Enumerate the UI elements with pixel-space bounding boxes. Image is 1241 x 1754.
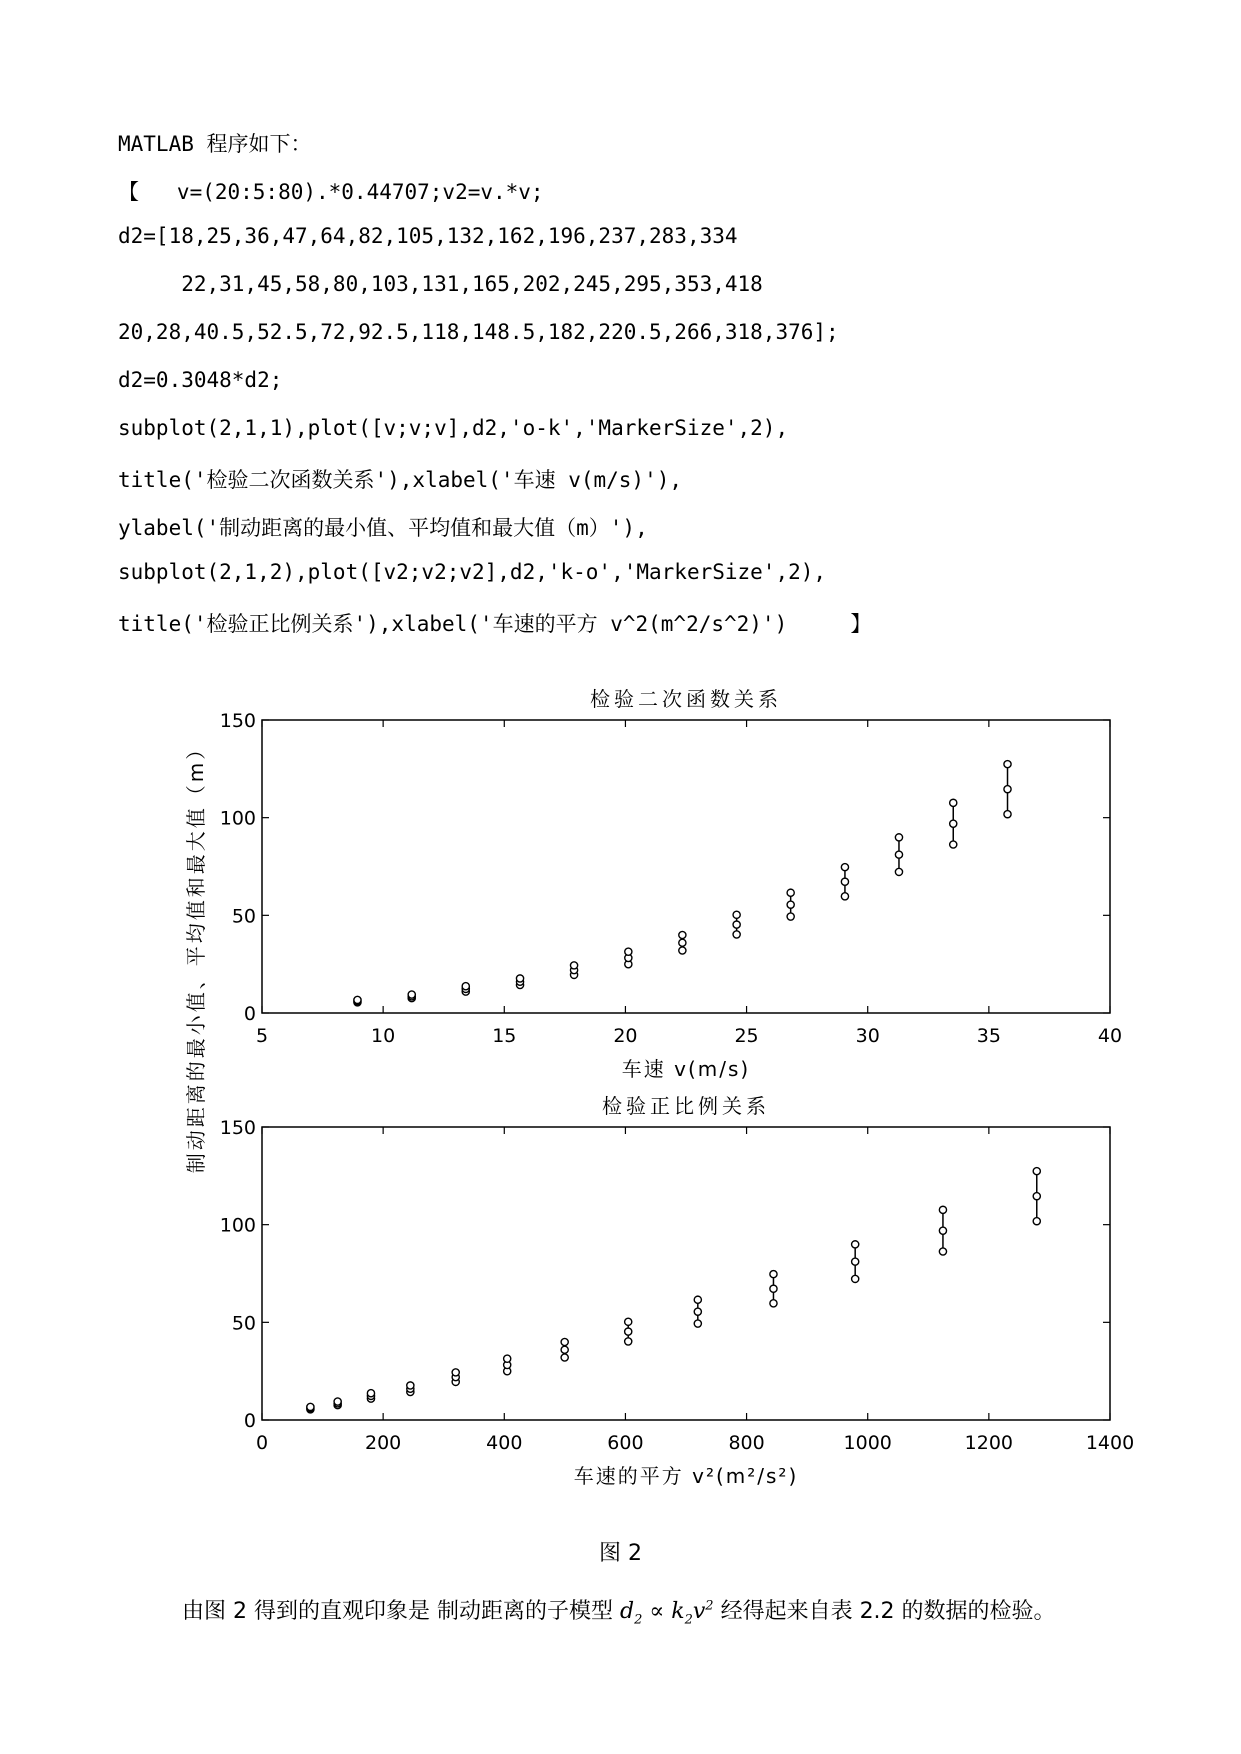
y-tick-label: 150 [219, 1117, 256, 1139]
data-point [841, 893, 848, 900]
data-point [841, 864, 848, 871]
y-tick-label: 100 [219, 1214, 256, 1237]
x-tick-label: 30 [855, 1025, 880, 1047]
x-tick-label: 10 [371, 1025, 396, 1047]
code-line: subplot(2,1,2),plot([v2;v2;v2],d2,'k-o','MarkerSize',2), [118, 560, 827, 584]
formula-v: v [692, 1599, 706, 1624]
conclusion-text [182, 1594, 1056, 1627]
data-point [787, 889, 794, 896]
formula-k-sub: 2 [684, 1612, 693, 1628]
data-point [367, 1390, 374, 1397]
data-point [939, 1248, 946, 1255]
y-tick-label: 50 [231, 905, 256, 928]
data-point [694, 1320, 701, 1327]
data-point [694, 1296, 701, 1303]
data-point [561, 1346, 568, 1353]
data-point [770, 1300, 777, 1307]
data-point [733, 911, 740, 918]
y-tick-label: 100 [219, 807, 256, 830]
data-point [679, 939, 686, 946]
data-point [561, 1354, 568, 1361]
x-axis-label: 车速的平方 v²(m²/s²) [573, 1464, 799, 1488]
data-point [625, 948, 632, 955]
plot-frame [262, 1127, 1110, 1420]
data-point [307, 1403, 314, 1410]
code-line: d2=0.3048*d2; [118, 368, 283, 392]
x-tick-label: 600 [607, 1432, 644, 1454]
data-point [694, 1308, 701, 1315]
x-tick-label: 400 [486, 1432, 523, 1454]
code-line: title('检验二次函数关系'),xlabel('车速 v(m/s)'), [118, 468, 683, 492]
data-point [787, 901, 794, 908]
x-tick-label: 15 [492, 1025, 517, 1047]
data-point [787, 913, 794, 920]
chart-title: 检验正比例关系 [602, 1094, 770, 1118]
x-tick-label: 35 [976, 1025, 1001, 1047]
y-tick-label: 0 [243, 1003, 256, 1025]
plot-frame [262, 720, 1110, 1013]
data-point [679, 931, 686, 938]
chart-title: 检验二次函数关系 [590, 687, 782, 711]
data-point [852, 1275, 859, 1282]
y-tick-label: 150 [219, 710, 256, 732]
data-point [950, 820, 957, 827]
data-point [1004, 811, 1011, 818]
data-point [852, 1258, 859, 1265]
x-tick-label: 1200 [964, 1432, 1014, 1454]
code-intro: MATLAB 程序如下： [118, 132, 312, 156]
data-point [950, 841, 957, 848]
data-point [895, 834, 902, 841]
x-tick-label: 200 [365, 1432, 402, 1454]
figure-caption: 图 2 [599, 1541, 642, 1566]
data-point [625, 1338, 632, 1345]
data-point [770, 1285, 777, 1292]
x-axis-label: 车速 v(m/s) [621, 1057, 751, 1081]
data-point [516, 975, 523, 982]
data-point [1033, 1218, 1040, 1225]
x-tick-label: 0 [255, 1432, 269, 1454]
data-point [462, 983, 469, 990]
code-line: 【 v=(20:5:80).*0.44707;v2=v.*v; [118, 180, 544, 204]
data-point [852, 1241, 859, 1248]
x-tick-label: 1400 [1085, 1432, 1135, 1454]
data-point [407, 1382, 414, 1389]
data-point [1033, 1193, 1040, 1200]
code-line: 20,28,40.5,52.5,72,92.5,118,148.5,182,220.5,266,318,376]; [118, 320, 839, 344]
data-point [733, 921, 740, 928]
x-tick-label: 25 [734, 1025, 759, 1047]
y-axis-label: 制动距离的最小值、平均值和最大值（m） [184, 736, 208, 1174]
data-point [950, 799, 957, 806]
data-point [625, 1318, 632, 1325]
formula-d-sub: 2 [634, 1612, 643, 1628]
code-line: 22,31,45,58,80,103,131,165,202,245,295,353,418 [118, 272, 763, 296]
code-line: subplot(2,1,1),plot([v;v;v],d2,'o-k','MarkerSize',2), [118, 416, 789, 440]
data-point [1004, 786, 1011, 793]
data-point [354, 996, 361, 1003]
code-line: d2=[18,25,36,47,64,82,105,132,162,196,237,283,334 [118, 224, 738, 248]
data-point [1033, 1168, 1040, 1175]
data-point [679, 947, 686, 954]
formula-v-sup: 2 [705, 1598, 714, 1614]
data-point [452, 1369, 459, 1376]
data-point [841, 878, 848, 885]
data-point [1004, 761, 1011, 768]
formula-proportional: ∝ [642, 1599, 672, 1624]
x-tick-label: 5 [255, 1025, 269, 1047]
conclusion-after: 经得起来自表 2.2 的数据的检验。 [713, 1599, 1056, 1624]
conclusion-before: 由图 2 得到的直观印象是 制动距离的子模型 [182, 1599, 620, 1624]
y-tick-label: 0 [243, 1410, 256, 1432]
formula-k: k [671, 1599, 685, 1624]
chart-2 [220, 1094, 1134, 1488]
data-point [733, 931, 740, 938]
x-tick-label: 800 [728, 1432, 765, 1454]
data-point [561, 1338, 568, 1345]
code-line: ylabel('制动距离的最小值、平均值和最大值（m）'), [118, 516, 648, 540]
data-point [939, 1206, 946, 1213]
formula [619, 1598, 714, 1628]
data-point [939, 1227, 946, 1234]
data-point [408, 991, 415, 998]
code-line: title('检验正比例关系'),xlabel('车速的平方 v^2(m^2/s^2)') 】 [118, 612, 872, 636]
x-tick-label: 20 [613, 1025, 638, 1047]
y-tick-label: 50 [231, 1312, 256, 1335]
data-point [504, 1355, 511, 1362]
formula-d: d [619, 1599, 635, 1624]
data-point [570, 962, 577, 969]
chart-1 [220, 687, 1122, 1081]
x-tick-label: 1000 [843, 1432, 892, 1454]
data-point [334, 1398, 341, 1405]
data-point [895, 868, 902, 875]
x-tick-label: 40 [1097, 1025, 1123, 1047]
data-point [770, 1271, 777, 1278]
data-point [895, 851, 902, 858]
data-point [625, 1328, 632, 1335]
